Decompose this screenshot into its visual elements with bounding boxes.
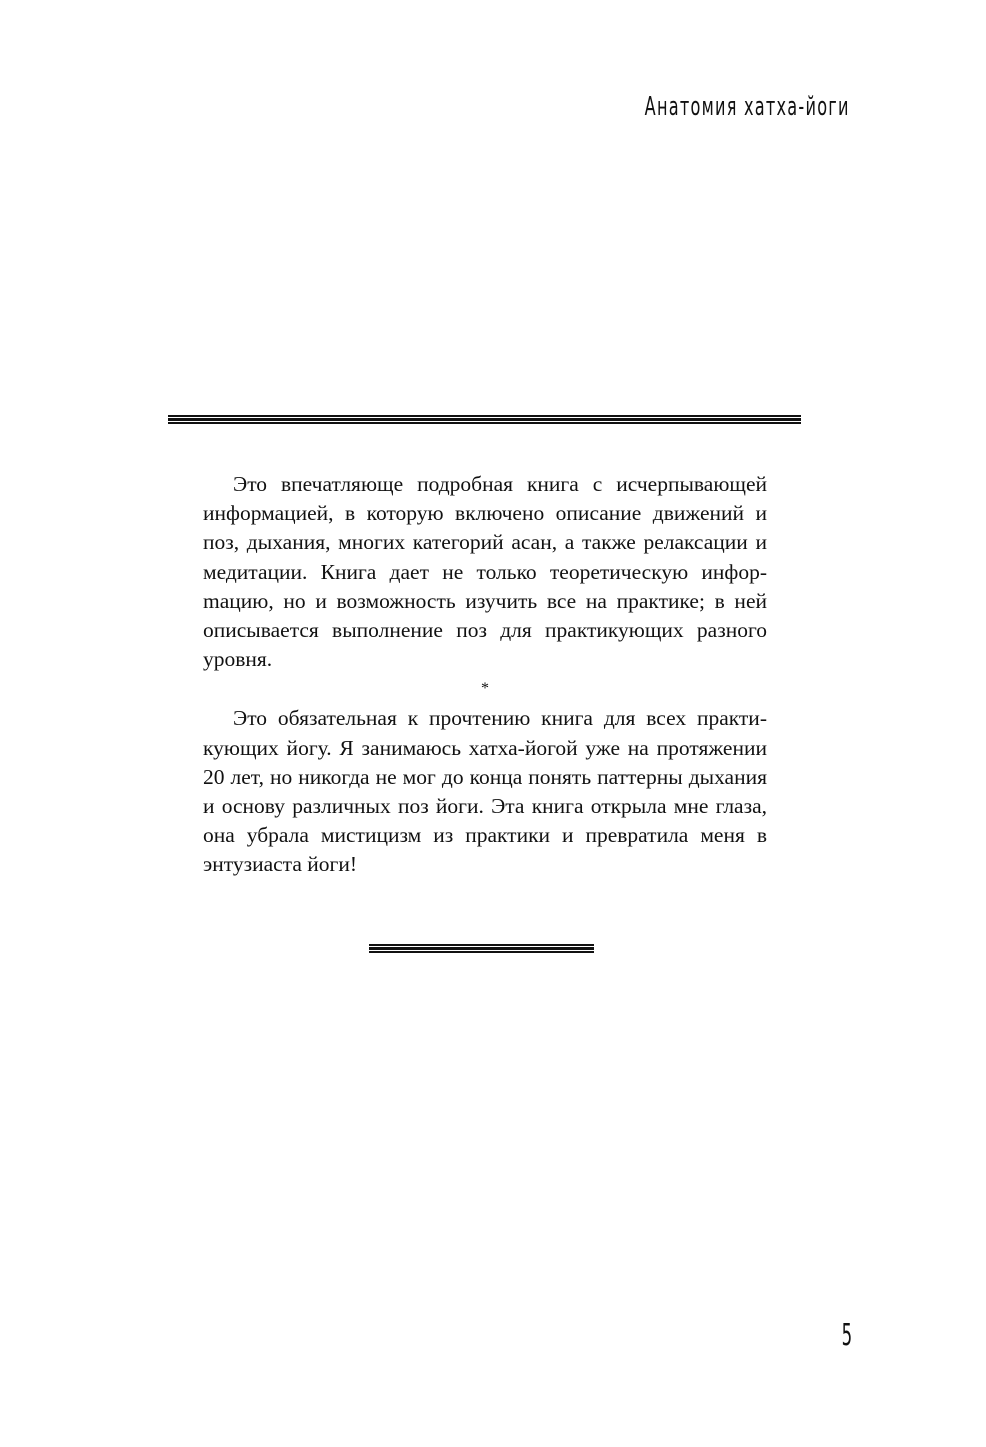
bottom-decorative-rule <box>369 944 594 953</box>
reviews-block <box>203 470 767 880</box>
top-decorative-rule <box>168 415 801 424</box>
review-paragraph-2: Это обязательная к прочтению книга для всех практикующих йогу. Я занимаюсь хатха-йогой уже на протяжении 20 лет, но никогда не мог до конца понять паттерны дыхания и основу различных поз йоги. Эта книга открыла мне глаза, она убрала мистицизм из практики и превратила меня в энтузиаста йоги! <box>203 706 767 877</box>
review-paragraph-1: Это впечатляюще подробная книга с исчерпывающей информацией, в которую включено описание движений и поз, дыхания, многих категорий асан, а также релаксации и медитации. Книга дает не только теоретическую инфорmацию, но и возможность изучить все на практике; в ней описывается выполнение поз для практикующих разного уровня. <box>203 472 767 672</box>
page-number: 5 <box>841 1318 852 1353</box>
running-head-title: Анатомия хатха-йоги <box>644 92 850 122</box>
asterisk-separator: * <box>481 680 489 698</box>
